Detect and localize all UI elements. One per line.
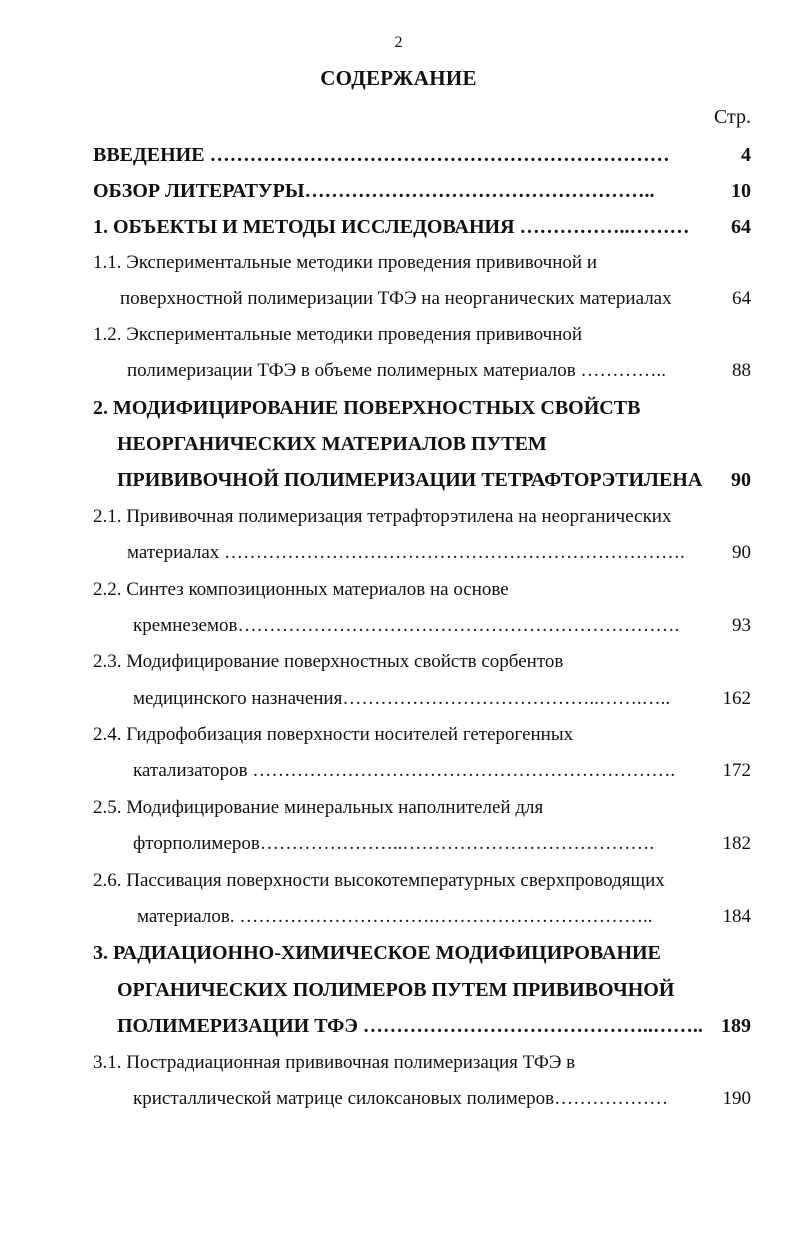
toc-entry-2-3 <box>0 645 797 681</box>
toc-entry-text: 2.5. Модифицирование минеральных наполнителей для <box>93 797 544 818</box>
toc-entry-text: 1. ОБЪЕКТЫ И МЕТОДЫ ИССЛЕДОВАНИЯ ……………..……… <box>93 216 690 238</box>
toc-entry-text: НЕОРГАНИЧЕСКИХ МАТЕРИАЛОВ ПУТЕМ <box>117 433 547 455</box>
toc-entry-1-2 <box>0 318 797 354</box>
toc-entry-text: 2.4. Гидрофобизация поверхности носителей гетерогенных <box>93 724 574 745</box>
toc-entry-2-3-cont <box>0 682 797 718</box>
toc-entry-text: ОРГАНИЧЕСКИХ ПОЛИМЕРОВ ПУТЕМ ПРИВИВОЧНОЙ <box>117 979 675 1001</box>
toc-entry-3-1-cont <box>0 1082 797 1118</box>
toc-entry-chapter-3-cont <box>0 973 797 1009</box>
toc-entry-2-1-cont <box>0 536 797 572</box>
toc-entry-text: материалов. ………………………….…………………………….. <box>137 906 653 927</box>
toc-entry-1-1 <box>0 246 797 282</box>
toc-entry-chapter-3-cont2 <box>0 1009 797 1045</box>
toc-entry-text: ПРИВИВОЧНОЙ ПОЛИМЕРИЗАЦИИ ТЕТРАФТОРЭТИЛЕНА <box>117 469 703 491</box>
toc-entry-2-5-cont <box>0 827 797 863</box>
toc-entry-2-2 <box>0 573 797 609</box>
toc-entry-text: 2.6. Пассивация поверхности высокотемпературных сверхпроводящих <box>93 870 665 891</box>
toc-entry-page: 88 <box>732 360 751 381</box>
toc-entry-page: 10 <box>731 180 751 202</box>
toc-entry-text: ПОЛИМЕРИЗАЦИИ ТФЭ ……………………………………..…….. <box>117 1015 703 1037</box>
toc-entry-page: 182 <box>722 833 751 854</box>
page-column-label: Стр. <box>713 106 751 128</box>
toc-entry-2-5 <box>0 791 797 827</box>
toc-entry-page: 93 <box>732 615 751 636</box>
toc-entry-2-6 <box>0 864 797 900</box>
toc-entry-chapter-2-cont <box>0 427 797 463</box>
toc-entry-page: 189 <box>721 1015 751 1037</box>
toc-entry-introduction <box>0 138 797 174</box>
toc-entry-text: 1.2. Экспериментальные методики проведения прививочной <box>93 324 583 345</box>
toc-entry-chapter-2 <box>0 391 797 427</box>
toc-entry-1-1-cont <box>0 282 797 318</box>
toc-entry-2-4 <box>0 718 797 754</box>
toc-entry-page: 172 <box>722 760 751 781</box>
toc-entry-text: кремнеземов……………………………………………………………. <box>133 615 680 636</box>
toc-entry-3-1 <box>0 1046 797 1082</box>
toc-entry-text: полимеризации ТФЭ в объеме полимерных материалов ………….. <box>127 360 667 381</box>
toc-entry-text: медицинского назначения…………………………………..…….….. <box>133 688 671 709</box>
toc-entry-page: 4 <box>741 144 751 166</box>
toc-entry-text: ОБЗОР ЛИТЕРАТУРЫ…………………………………………….. <box>93 180 655 202</box>
toc-entry-page: 64 <box>732 288 751 309</box>
toc-entry-2-4-cont <box>0 754 797 790</box>
toc-entry-page: 190 <box>722 1088 751 1109</box>
toc-entry-text: 2.1. Прививочная полимеризация тетрафторэтилена на неорганических <box>93 506 672 527</box>
toc-entry-chapter-3 <box>0 936 797 972</box>
toc-entry-page: 64 <box>731 216 751 238</box>
toc-entry-text: 1.1. Экспериментальные методики проведения прививочной и <box>93 252 597 273</box>
toc-entry-text: катализаторов …………………………………………………………. <box>133 760 676 781</box>
toc-entry-chapter-2-cont2 <box>0 463 797 499</box>
toc-entry-text: 2.3. Модифицирование поверхностных свойств сорбентов <box>93 651 564 672</box>
toc-entry-page: 90 <box>731 469 751 491</box>
toc-entry-2-2-cont <box>0 609 797 645</box>
toc-entry-page: 162 <box>722 688 751 709</box>
toc-entry-1-2-cont <box>0 354 797 390</box>
toc-entry-text: 3.1. Пострадиационная прививочная полимеризация ТФЭ в <box>93 1052 576 1073</box>
toc-entry-text: 2. МОДИФИЦИРОВАНИЕ ПОВЕРХНОСТНЫХ СВОЙСТВ <box>93 397 641 419</box>
toc-entry-text: фторполимеров…………………..…………………………………. <box>133 833 655 854</box>
toc-entry-text: кристаллической матрице силоксановых полимеров……………… <box>133 1088 669 1109</box>
toc-entry-text: 2.2. Синтез композиционных материалов на основе <box>93 579 509 600</box>
toc-entry-text: материалах ………………………………………………………………. <box>127 542 685 563</box>
page-title: СОДЕРЖАНИЕ <box>320 66 477 90</box>
toc-entry-literature-review <box>0 174 797 210</box>
toc-entry-2-6-cont <box>0 900 797 936</box>
toc-entry-page: 90 <box>732 542 751 563</box>
page-number: 2 <box>394 34 403 51</box>
toc-entry-2-1 <box>0 500 797 536</box>
toc-entry-text: 3. РАДИАЦИОННО-ХИМИЧЕСКОЕ МОДИФИЦИРОВАНИЕ <box>93 942 661 964</box>
toc-entry-text: ВВЕДЕНИЕ …………………………………………………………… <box>93 144 670 166</box>
toc-entry-text: поверхностной полимеризации ТФЭ на неорганических материалах <box>120 288 672 309</box>
toc-entry-page: 184 <box>722 906 751 927</box>
toc-entry-chapter-1 <box>0 210 797 246</box>
